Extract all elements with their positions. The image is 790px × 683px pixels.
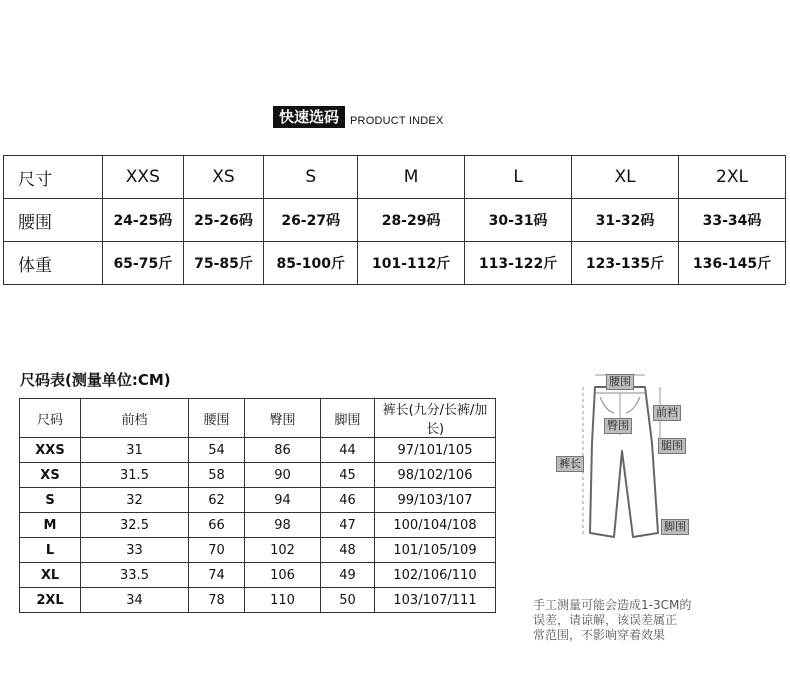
value-cell: 32 — [81, 488, 189, 513]
note-line: 手工测量可能会造成1-3CM的 — [533, 598, 692, 612]
size-cell: XL — [20, 563, 81, 588]
value-cell: 99/103/107 — [375, 488, 496, 513]
weight-cell: 113-122斤 — [465, 242, 572, 285]
value-cell: 62 — [189, 488, 245, 513]
value-cell: 70 — [189, 538, 245, 563]
value-cell: 33 — [81, 538, 189, 563]
value-cell: 58 — [189, 463, 245, 488]
size-cell: L — [20, 538, 81, 563]
value-cell: 31.5 — [81, 463, 189, 488]
value-cell: 103/107/111 — [375, 588, 496, 613]
waist-cell: 24-25码 — [103, 199, 184, 242]
waist-cell: 26-27码 — [264, 199, 358, 242]
quick-size-table — [3, 155, 786, 285]
value-cell: 102 — [245, 538, 321, 563]
value-cell: 47 — [321, 513, 375, 538]
size-chart-table — [19, 398, 496, 613]
pants-diagram — [540, 365, 720, 580]
value-cell: 54 — [189, 438, 245, 463]
weight-cell: 123-135斤 — [572, 242, 679, 285]
value-cell: 100/104/108 — [375, 513, 496, 538]
value-cell: 48 — [321, 538, 375, 563]
table-header-row — [20, 399, 496, 438]
table-row — [20, 513, 496, 538]
weight-cell: 85-100斤 — [264, 242, 358, 285]
title-en: PRODUCT INDEX — [350, 115, 444, 127]
value-cell: 32.5 — [81, 513, 189, 538]
value-cell: 98 — [245, 513, 321, 538]
pants-icon — [540, 365, 720, 580]
size-cell: S — [20, 488, 81, 513]
value-cell: 97/101/105 — [375, 438, 496, 463]
value-cell: 46 — [321, 488, 375, 513]
waist-cell: 28-29码 — [358, 199, 465, 242]
table-row — [20, 438, 496, 463]
value-cell: 49 — [321, 563, 375, 588]
size-cell: 2XL — [20, 588, 81, 613]
value-cell: 74 — [189, 563, 245, 588]
header-cell: 脚围 — [321, 399, 375, 438]
value-cell: 50 — [321, 588, 375, 613]
value-cell: 66 — [189, 513, 245, 538]
size-cell: M — [20, 513, 81, 538]
table-row — [4, 199, 786, 242]
measurement-note — [533, 598, 723, 643]
value-cell: 102/106/110 — [375, 563, 496, 588]
row-label: 尺寸 — [4, 156, 103, 199]
row-label: 体重 — [4, 242, 103, 285]
length-label: 裤长 — [556, 456, 584, 472]
table-row — [4, 242, 786, 285]
page-title — [273, 106, 443, 128]
header-cell: 前档 — [81, 399, 189, 438]
size-chart-body — [20, 438, 496, 613]
size-cell: S — [264, 156, 358, 199]
header-cell: 裤长(九分/长裤/加长) — [375, 399, 496, 438]
value-cell: 110 — [245, 588, 321, 613]
size-cell: XXS — [103, 156, 184, 199]
value-cell: 78 — [189, 588, 245, 613]
size-cell: XS — [183, 156, 264, 199]
size-cell: XS — [20, 463, 81, 488]
value-cell: 45 — [321, 463, 375, 488]
hem-label: 脚围 — [661, 519, 689, 535]
title-cn: 快速选码 — [273, 106, 345, 128]
size-chart-title: 尺码表(测量单位:CM) — [20, 371, 171, 389]
hip-label: 臀围 — [604, 418, 632, 434]
table-row — [20, 463, 496, 488]
value-cell: 98/102/106 — [375, 463, 496, 488]
value-cell: 86 — [245, 438, 321, 463]
value-cell: 101/105/109 — [375, 538, 496, 563]
size-cell: 2XL — [678, 156, 785, 199]
thigh-label: 腿围 — [658, 438, 686, 454]
table-row — [20, 538, 496, 563]
size-cell: M — [358, 156, 465, 199]
row-label: 腰围 — [4, 199, 103, 242]
value-cell: 106 — [245, 563, 321, 588]
size-cell: XL — [572, 156, 679, 199]
weight-cell: 136-145斤 — [678, 242, 785, 285]
waist-cell: 25-26码 — [183, 199, 264, 242]
waist-cell: 33-34码 — [678, 199, 785, 242]
table-row — [20, 588, 496, 613]
size-cell: L — [465, 156, 572, 199]
weight-cell: 75-85斤 — [183, 242, 264, 285]
value-cell: 33.5 — [81, 563, 189, 588]
waist-cell: 30-31码 — [465, 199, 572, 242]
value-cell: 44 — [321, 438, 375, 463]
table-row — [20, 488, 496, 513]
weight-cell: 101-112斤 — [358, 242, 465, 285]
front-rise-label: 前裆 — [653, 405, 681, 421]
size-cell: XXS — [20, 438, 81, 463]
value-cell: 90 — [245, 463, 321, 488]
header-cell: 腰围 — [189, 399, 245, 438]
value-cell: 34 — [81, 588, 189, 613]
note-line: 常范围，不影响穿着效果 — [533, 628, 666, 642]
note-line: 误差，请谅解，该误差属正 — [533, 613, 678, 627]
header-cell: 臀围 — [245, 399, 321, 438]
table-row — [20, 563, 496, 588]
value-cell: 31 — [81, 438, 189, 463]
waist-label: 腰围 — [606, 374, 634, 390]
header-cell: 尺码 — [20, 399, 81, 438]
waist-cell: 31-32码 — [572, 199, 679, 242]
value-cell: 94 — [245, 488, 321, 513]
table-row — [4, 156, 786, 199]
weight-cell: 65-75斤 — [103, 242, 184, 285]
